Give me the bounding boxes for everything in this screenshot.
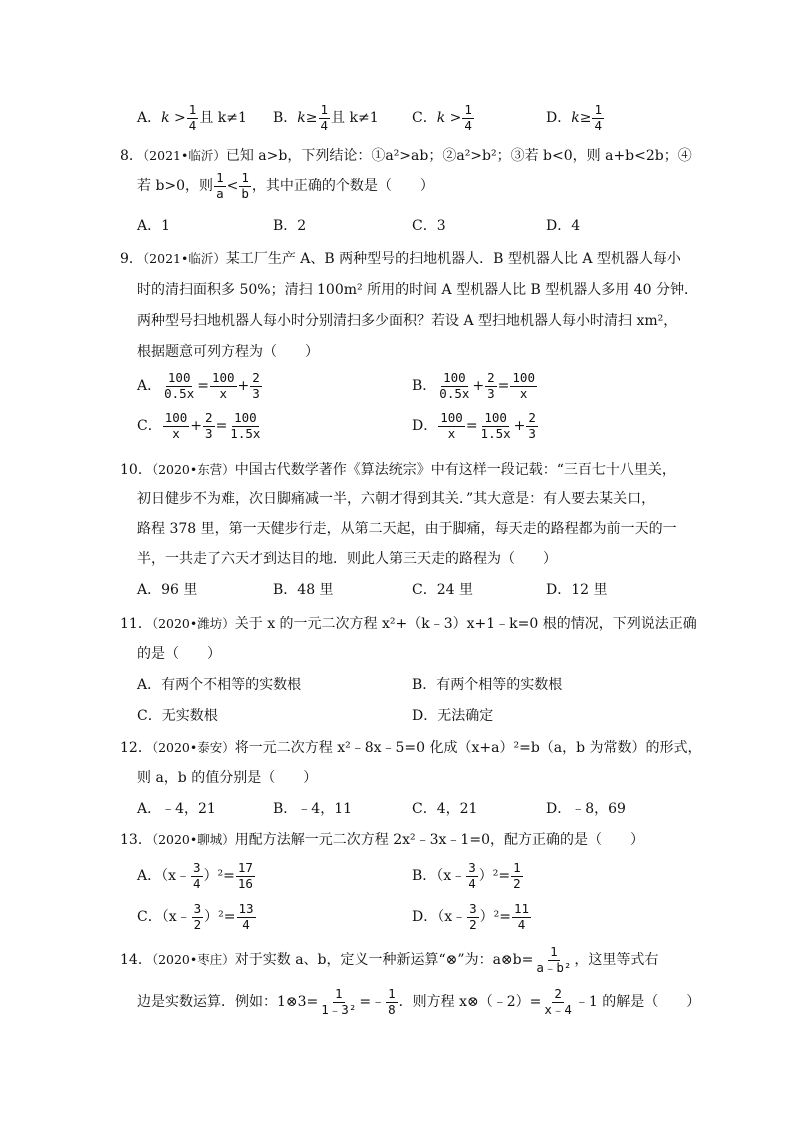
q14-stem-line1: 14．（2020•枣庄）对于实数 a、b，定义一种新运算“⊗”为：a⊗b= $\frac{1}{\text{a﹣b²}}$ ，这里等式右 [120, 944, 659, 975]
q7-option-d[interactable]: D．k≥ $\frac{1}{4}$ [546, 102, 602, 133]
q10-stem-line1: 10．（2020•东营）中国古代数学著作《算法统宗》中有这样一段记载：“三百七十八里关， [120, 462, 676, 478]
fraction: $\frac{1}{4}$ [320, 102, 329, 133]
fraction: $\frac{1}{a}$ [216, 170, 224, 201]
q12-option-d[interactable]: D．﹣8，69 [546, 801, 626, 817]
fraction: $\frac{1}{4}$ [594, 102, 602, 133]
q9-option-d[interactable]: D． $\frac{100}{x}$ = $\frac{100}{1.5x}$ + $\frac{2}{3}$ [412, 410, 536, 441]
q9-stem-line2: 时的清扫面积多 50%；清扫 100m² 所用的时间 A 型机器人比 B 型机器人多用 40 分钟． [137, 282, 698, 298]
q11-option-d[interactable]: D．无法确定 [412, 708, 494, 724]
fraction: $\frac{1}{4}$ [188, 102, 197, 133]
q12-stem-line2: 则 a，b 的值分别是（ ） [137, 770, 318, 786]
q10-stem-line3: 路程 378 里，第一天健步行走，从第二天起，由于脚痛，每天走的路程都为前一天的一 [137, 521, 677, 537]
q11-stem-line1: 11．（2020•潍坊）关于 x 的一元二次方程 x²+（k﹣3）x+1﹣k=0 根的情况，下列说法正确 [120, 616, 697, 632]
q7-option-b[interactable]: B．k≥ $\frac{1}{4}$ 且 k≠1 [273, 102, 379, 133]
q8-option-a[interactable]: A．1 [137, 218, 171, 234]
q7-option-a[interactable]: A．k > $\frac{1}{4}$ 且 k≠1 [137, 102, 247, 133]
q10-stem-line2: 初日健步不为难，次日脚痛减一半，六朝才得到其关．”其大意是：有人要去某关口， [137, 491, 656, 507]
q14-stem-line2: 边是实数运算．例如：1⊗3= $\frac{1}{\text{1﹣3²}}$ =﹣ $\frac{1}{8}$ ．则方程 x⊗（﹣2）= $\frac{2}{x﹣4}$ ﹣1 的解是（ ） [137, 986, 701, 1017]
q9-option-a[interactable]: A． $\frac{100}{0.5x}$ = $\frac{100}{x}$ + $\frac{2}{3}$ [137, 370, 260, 401]
q10-option-c[interactable]: C．24 里 [412, 582, 473, 598]
q10-option-b[interactable]: B．48 里 [273, 582, 334, 598]
q7-option-c[interactable]: C．k > $\frac{1}{4}$ [412, 102, 472, 133]
q11-option-a[interactable]: A．有两个不相等的实数根 [137, 677, 302, 693]
q13-option-b[interactable]: B．（x﹣ $\frac{3}{4}$ ）²= $\frac{1}{2}$ [412, 860, 521, 891]
q8-option-b[interactable]: B．2 [273, 218, 307, 234]
q11-stem-line2: 的是（ ） [137, 646, 221, 662]
q13-option-d[interactable]: D．（x﹣ $\frac{3}{2}$ ）²= $\frac{11}{4}$ [412, 901, 530, 932]
q8-option-d[interactable]: D．4 [546, 218, 581, 234]
fraction: $\frac{1}{4}$ [464, 102, 472, 133]
q11-option-c[interactable]: C．无实数根 [137, 708, 218, 724]
q12-option-a[interactable]: A．﹣4，21 [137, 801, 216, 817]
q9-option-b[interactable]: B． $\frac{100}{0.5x}$ + $\frac{2}{3}$ = $\frac{100}{x}$ [412, 370, 535, 401]
q9-stem-line3: 两种型号扫地机器人每小时分别清扫多少面积？若设 A 型扫地机器人每小时清扫 xm²， [137, 313, 678, 329]
q13-stem-line1: 13．（2020•聊城）用配方法解一元二次方程 2x²﹣3x﹣1=0，配方正确的是（ ） [120, 832, 644, 848]
fraction: $\frac{1}{b}$ [241, 170, 249, 201]
q9-stem-line1: 9．（2021•临沂）某工厂生产 A、B 两种型号的扫地机器人．B 型机器人比 A 型机器人每小 [120, 251, 681, 267]
q8-stem-line2: 若 b>0，则 $\frac{1}{a}$ < $\frac{1}{b}$ ，其中正确的个数是（ ） [137, 170, 434, 201]
q9-option-c[interactable]: C． $\frac{100}{x}$ + $\frac{2}{3}$ = $\frac{100}{1.5x}$ [137, 410, 261, 441]
q9-stem-line4: 根据题意可列方程为（ ） [137, 344, 319, 360]
q13-option-c[interactable]: C．（x﹣ $\frac{3}{2}$ ）²= $\frac{13}{4}$ [137, 901, 254, 932]
q10-stem-line4: 半，一共走了六天才到达目的地．则此人第三天走的路程为（ ） [137, 551, 557, 567]
q11-option-b[interactable]: B．有两个相等的实数根 [412, 677, 563, 693]
q13-option-a[interactable]: A．（x﹣ $\frac{3}{4}$ ）²= $\frac{17}{16}$ [137, 860, 253, 891]
q8-option-c[interactable]: C．3 [412, 218, 446, 234]
q8-stem-line1: 8．（2021•临沂）已知 a>b，下列结论：①a²>ab；②a²>b²；③若 b<0，则 a+b<2b；④ [120, 148, 692, 164]
q12-option-c[interactable]: C．4，21 [412, 801, 478, 817]
q12-stem-line1: 12．（2020•泰安）将一元二次方程 x²﹣8x﹣5=0 化成（x+a）²=b（a，b 为常数）的形式， [120, 740, 702, 756]
q10-option-a[interactable]: A．96 里 [137, 582, 198, 598]
q12-option-b[interactable]: B．﹣4，11 [273, 801, 353, 817]
q10-option-d[interactable]: D．12 里 [546, 582, 608, 598]
